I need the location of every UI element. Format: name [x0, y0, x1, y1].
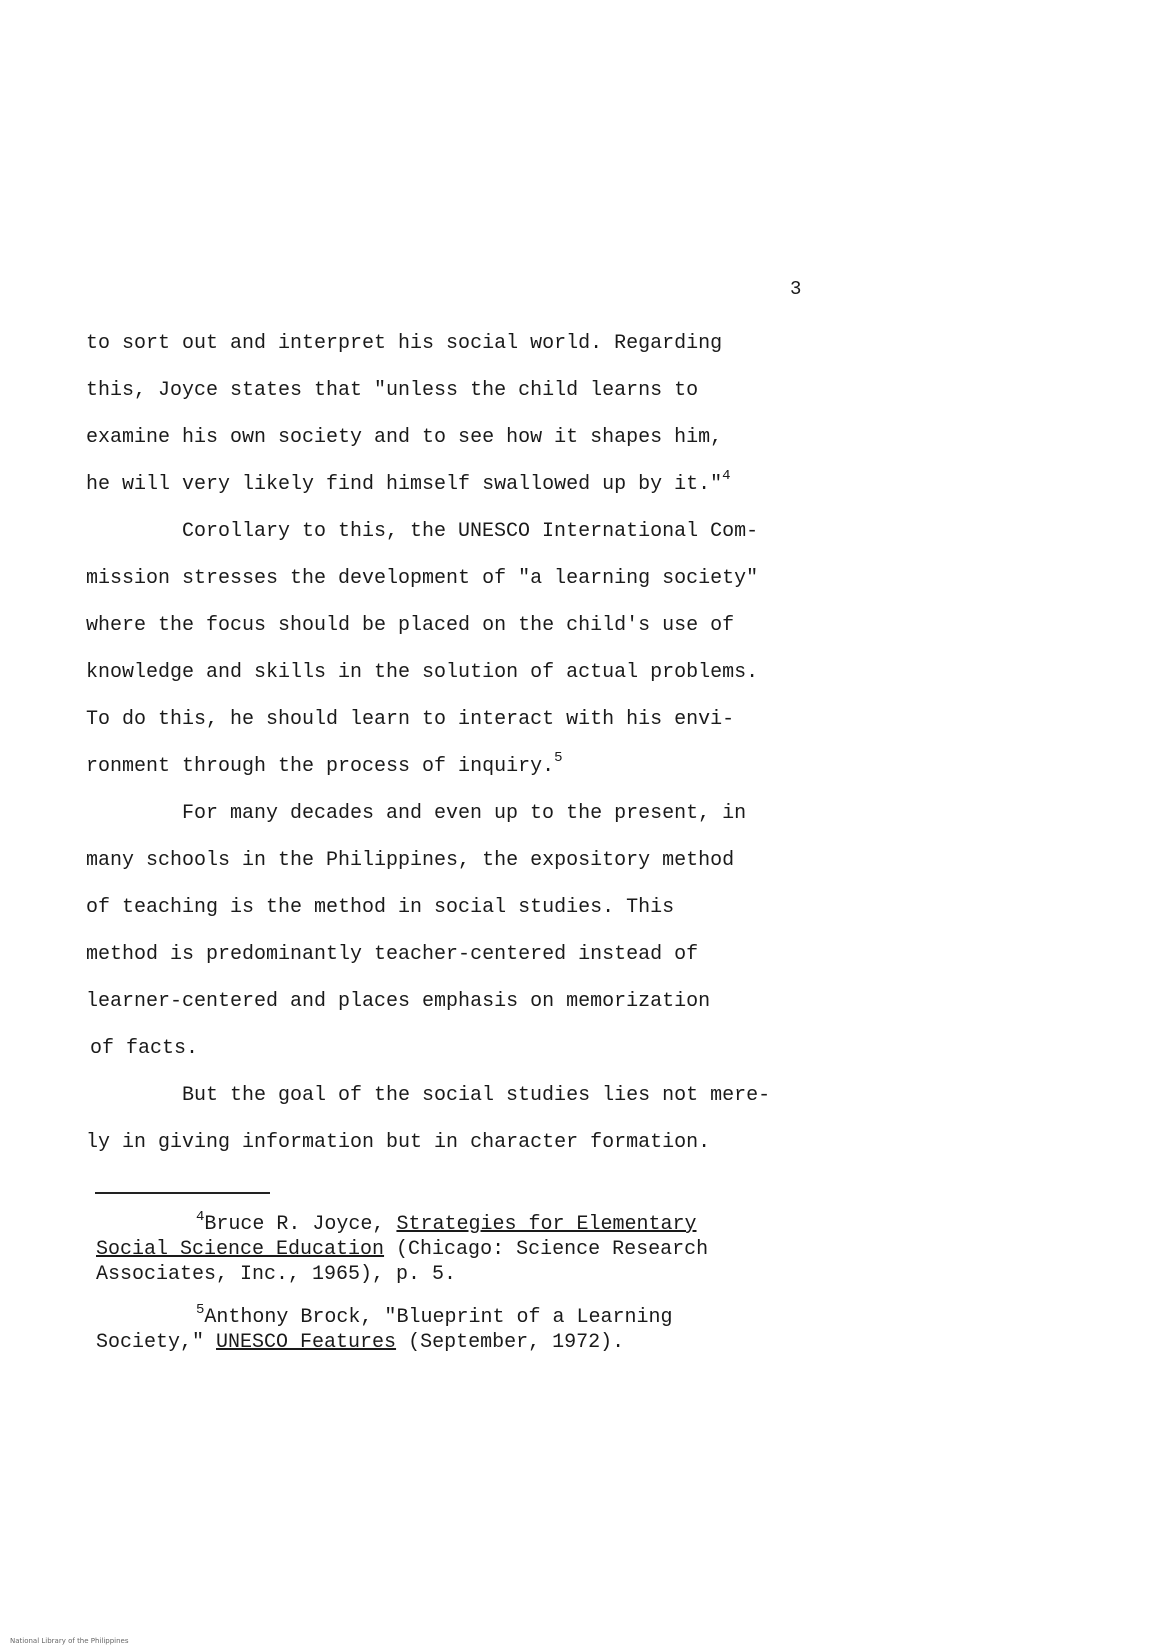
- text-line: method is predominantly teacher-centered instead of: [86, 943, 699, 966]
- text-line: [86, 743, 906, 790]
- text-line: learner-centered and places emphasis on memorization: [86, 990, 711, 1013]
- scan-footer: National Library of the Philippines: [10, 1637, 129, 1645]
- footnote-5: [96, 1302, 896, 1355]
- text-line: where the focus should be placed on the child's use of: [86, 614, 735, 637]
- footnote-text: Anthony Brock, "Blueprint of a Learning: [204, 1306, 673, 1329]
- text-line: many schools in the Philippines, the expository method: [86, 849, 735, 872]
- footnote-number: 4: [196, 1209, 205, 1225]
- footnote-divider: [95, 1192, 270, 1194]
- footnote-ref-4: 4: [722, 468, 731, 484]
- footnote-author: Bruce R. Joyce,: [204, 1213, 397, 1236]
- paragraph-3: [86, 790, 906, 1072]
- footnote-text: (September, 1972).: [396, 1331, 625, 1354]
- footnote-line: [196, 1302, 896, 1330]
- text-line: this, Joyce states that "unless the child learns to: [86, 379, 699, 402]
- text-line: of facts.: [90, 1037, 199, 1060]
- footnote-text: (Chicago: Science Research: [384, 1238, 709, 1261]
- text-line: To do this, he should learn to interact with his envi-: [86, 708, 735, 731]
- body-text: [86, 320, 906, 1166]
- footnote-ref-5: 5: [554, 750, 563, 766]
- paragraph-4: [86, 1072, 906, 1166]
- footnote-number: 5: [196, 1302, 205, 1318]
- footnote-title: Strategies for Elementary: [396, 1213, 697, 1236]
- text-line: mission stresses the development of "a learning society": [86, 567, 759, 590]
- text-line: [86, 461, 906, 508]
- text-line: of teaching is the method in social studies. This: [86, 896, 675, 919]
- page-number: 3: [790, 278, 802, 300]
- text-line: For many decades and even up to the present, in: [182, 802, 747, 825]
- footnote-line: [96, 1237, 896, 1262]
- footnote-line: [196, 1209, 896, 1237]
- footnote-title: Social Science Education: [96, 1238, 385, 1261]
- footnote-text: Society,": [96, 1331, 217, 1354]
- text-line: knowledge and skills in the solution of actual problems.: [86, 661, 759, 684]
- text-line-content: ronment through the process of inquiry.: [86, 755, 555, 778]
- footnote-publication: UNESCO Features: [216, 1331, 397, 1354]
- text-line: ly in giving information but in character formation.: [86, 1131, 711, 1154]
- text-line: to sort out and interpret his social world. Regarding: [86, 332, 723, 355]
- text-line: Corollary to this, the UNESCO International Com-: [182, 520, 759, 543]
- footnote-4: [96, 1209, 896, 1287]
- text-line-content: he will very likely find himself swallowed up by it.": [86, 473, 723, 496]
- footnote-line: Associates, Inc., 1965), p. 5.: [96, 1263, 457, 1286]
- paragraph-1: [86, 320, 906, 508]
- paragraph-2: [86, 508, 906, 790]
- text-line: But the goal of the social studies lies not mere-: [182, 1084, 771, 1107]
- text-line: examine his own society and to see how it shapes him,: [86, 426, 723, 449]
- footnote-line: [96, 1330, 896, 1355]
